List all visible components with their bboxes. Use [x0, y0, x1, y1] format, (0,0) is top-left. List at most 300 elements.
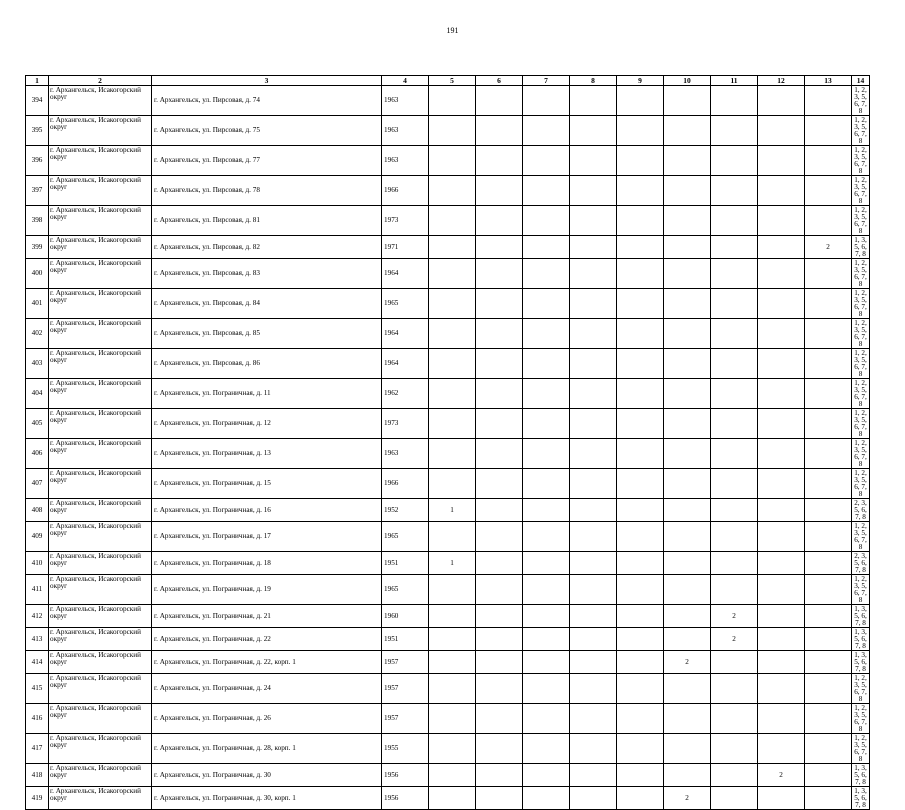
col12-cell	[758, 499, 805, 522]
col12-cell	[758, 176, 805, 206]
col8-cell	[570, 469, 617, 499]
col8-cell	[570, 651, 617, 674]
col12-cell	[758, 259, 805, 289]
row-number: 411	[26, 575, 49, 605]
col8-cell	[570, 522, 617, 552]
col6-cell	[476, 575, 523, 605]
col11-cell	[711, 499, 758, 522]
col6-cell	[476, 469, 523, 499]
col11-cell	[711, 236, 758, 259]
col13-cell	[805, 116, 852, 146]
year-cell: 1956	[382, 764, 429, 787]
col13-cell	[805, 674, 852, 704]
row-number: 407	[26, 469, 49, 499]
district-cell: г. Архангельск, Исакогорский округ	[49, 206, 152, 236]
col14-cell: 1, 2, 3, 5, 6, 7, 8	[852, 575, 870, 605]
col10-cell	[664, 349, 711, 379]
col7-cell	[523, 409, 570, 439]
column-header-14: 14	[852, 76, 870, 86]
col9-cell	[617, 349, 664, 379]
column-header-8: 8	[570, 76, 617, 86]
row-number: 401	[26, 289, 49, 319]
col5-cell	[429, 116, 476, 146]
col12-cell	[758, 86, 805, 116]
col9-cell	[617, 704, 664, 734]
col10-cell	[664, 439, 711, 469]
col13-cell	[805, 349, 852, 379]
address-cell: г. Архангельск, ул. Пирсовая, д. 77	[152, 146, 382, 176]
col5-cell	[429, 734, 476, 764]
year-cell: 1964	[382, 319, 429, 349]
col6-cell	[476, 116, 523, 146]
col14-cell: 1, 2, 3, 5, 6, 7, 8	[852, 734, 870, 764]
year-cell: 1963	[382, 146, 429, 176]
year-cell: 1960	[382, 605, 429, 628]
col9-cell	[617, 552, 664, 575]
address-cell: г. Архангельск, ул. Пограничная, д. 18	[152, 552, 382, 575]
col10-cell	[664, 236, 711, 259]
col14-cell: 1, 3, 5, 6, 7, 8	[852, 651, 870, 674]
address-cell: г. Архангельск, ул. Пограничная, д. 24	[152, 674, 382, 704]
col13-cell	[805, 259, 852, 289]
col6-cell	[476, 349, 523, 379]
address-cell: г. Архангельск, ул. Пирсовая, д. 86	[152, 349, 382, 379]
col7-cell	[523, 605, 570, 628]
col12-cell	[758, 289, 805, 319]
table-row	[26, 651, 870, 674]
col11-cell	[711, 319, 758, 349]
col10-cell	[664, 146, 711, 176]
row-number: 400	[26, 259, 49, 289]
table-row	[26, 552, 870, 575]
col14-cell: 1, 2, 3, 5, 6, 7, 8	[852, 379, 870, 409]
col8-cell	[570, 787, 617, 810]
col12-cell	[758, 146, 805, 176]
year-cell: 1956	[382, 787, 429, 810]
col6-cell	[476, 764, 523, 787]
row-number: 394	[26, 86, 49, 116]
col6-cell	[476, 206, 523, 236]
district-cell: г. Архангельск, Исакогорский округ	[49, 522, 152, 552]
year-cell: 1963	[382, 86, 429, 116]
col13-cell	[805, 704, 852, 734]
year-cell: 1973	[382, 409, 429, 439]
col5-cell	[429, 146, 476, 176]
col12-cell	[758, 206, 805, 236]
col10-cell	[664, 575, 711, 605]
address-cell: г. Архангельск, ул. Пограничная, д. 11	[152, 379, 382, 409]
col13-cell	[805, 628, 852, 651]
col11-cell	[711, 146, 758, 176]
col7-cell	[523, 86, 570, 116]
row-number: 408	[26, 499, 49, 522]
district-cell: г. Архангельск, Исакогорский округ	[49, 146, 152, 176]
col7-cell	[523, 379, 570, 409]
col8-cell	[570, 146, 617, 176]
table-row	[26, 499, 870, 522]
row-number: 402	[26, 319, 49, 349]
table-row	[26, 349, 870, 379]
col14-cell: 1, 2, 3, 5, 6, 7, 8	[852, 469, 870, 499]
year-cell: 1951	[382, 552, 429, 575]
col13-cell	[805, 552, 852, 575]
col5-cell: 1	[429, 552, 476, 575]
col5-cell	[429, 349, 476, 379]
table-row	[26, 206, 870, 236]
col11-cell	[711, 651, 758, 674]
col10-cell	[664, 409, 711, 439]
row-number: 409	[26, 522, 49, 552]
col11-cell	[711, 787, 758, 810]
col11-cell	[711, 289, 758, 319]
col6-cell	[476, 259, 523, 289]
col10-cell	[664, 116, 711, 146]
col11-cell	[711, 552, 758, 575]
col9-cell	[617, 116, 664, 146]
col7-cell	[523, 628, 570, 651]
col11-cell	[711, 674, 758, 704]
col5-cell	[429, 289, 476, 319]
district-cell: г. Архангельск, Исакогорский округ	[49, 674, 152, 704]
col14-cell: 1, 2, 3, 5, 6, 7, 8	[852, 319, 870, 349]
col5-cell	[429, 176, 476, 206]
col5-cell	[429, 469, 476, 499]
col7-cell	[523, 552, 570, 575]
col12-cell	[758, 469, 805, 499]
col13-cell	[805, 605, 852, 628]
district-cell: г. Архангельск, Исакогорский округ	[49, 499, 152, 522]
col6-cell	[476, 704, 523, 734]
col5-cell	[429, 86, 476, 116]
year-cell: 1965	[382, 575, 429, 605]
col9-cell	[617, 319, 664, 349]
row-number: 418	[26, 764, 49, 787]
col13-cell	[805, 439, 852, 469]
col13-cell	[805, 409, 852, 439]
col13-cell	[805, 469, 852, 499]
table-row	[26, 734, 870, 764]
col6-cell	[476, 236, 523, 259]
table-row	[26, 176, 870, 206]
col10-cell	[664, 552, 711, 575]
col9-cell	[617, 176, 664, 206]
col14-cell: 1, 2, 3, 5, 6, 7, 8	[852, 409, 870, 439]
column-header-10: 10	[664, 76, 711, 86]
col12-cell	[758, 605, 805, 628]
col9-cell	[617, 259, 664, 289]
district-cell: г. Архангельск, Исакогорский округ	[49, 409, 152, 439]
table-row	[26, 439, 870, 469]
address-cell: г. Архангельск, ул. Пирсовая, д. 84	[152, 289, 382, 319]
col7-cell	[523, 469, 570, 499]
col12-cell	[758, 787, 805, 810]
col13-cell	[805, 86, 852, 116]
col7-cell	[523, 522, 570, 552]
col10-cell	[664, 259, 711, 289]
col5-cell	[429, 674, 476, 704]
col9-cell	[617, 787, 664, 810]
col6-cell	[476, 605, 523, 628]
col10-cell	[664, 86, 711, 116]
district-cell: г. Архангельск, Исакогорский округ	[49, 86, 152, 116]
col12-cell	[758, 522, 805, 552]
col13-cell	[805, 499, 852, 522]
col10-cell: 2	[664, 787, 711, 810]
district-cell: г. Архангельск, Исакогорский округ	[49, 628, 152, 651]
col9-cell	[617, 628, 664, 651]
table-row	[26, 787, 870, 810]
address-cell: г. Архангельск, ул. Пограничная, д. 17	[152, 522, 382, 552]
col10-cell	[664, 469, 711, 499]
col11-cell	[711, 734, 758, 764]
col9-cell	[617, 674, 664, 704]
col10-cell	[664, 764, 711, 787]
table-row	[26, 409, 870, 439]
row-number: 416	[26, 704, 49, 734]
col6-cell	[476, 651, 523, 674]
col8-cell	[570, 674, 617, 704]
col13-cell	[805, 176, 852, 206]
col10-cell	[664, 289, 711, 319]
address-cell: г. Архангельск, ул. Пирсовая, д. 82	[152, 236, 382, 259]
col14-cell: 1, 2, 3, 5, 6, 7, 8	[852, 259, 870, 289]
row-number: 415	[26, 674, 49, 704]
column-header-6: 6	[476, 76, 523, 86]
year-cell: 1955	[382, 734, 429, 764]
col14-cell: 1, 3, 5, 6, 7, 8	[852, 764, 870, 787]
col5-cell	[429, 319, 476, 349]
col11-cell	[711, 439, 758, 469]
col5-cell	[429, 764, 476, 787]
district-cell: г. Архангельск, Исакогорский округ	[49, 764, 152, 787]
address-cell: г. Архангельск, ул. Пограничная, д. 28, корп. 1	[152, 734, 382, 764]
col12-cell	[758, 379, 805, 409]
col13-cell	[805, 522, 852, 552]
col8-cell	[570, 259, 617, 289]
col12-cell	[758, 552, 805, 575]
col5-cell	[429, 628, 476, 651]
col7-cell	[523, 704, 570, 734]
col7-cell	[523, 259, 570, 289]
row-number: 412	[26, 605, 49, 628]
col7-cell	[523, 206, 570, 236]
col8-cell	[570, 349, 617, 379]
col5-cell: 1	[429, 499, 476, 522]
col13-cell	[805, 206, 852, 236]
col12-cell	[758, 236, 805, 259]
col9-cell	[617, 764, 664, 787]
col13-cell	[805, 575, 852, 605]
col6-cell	[476, 552, 523, 575]
row-number: 396	[26, 146, 49, 176]
year-cell: 1964	[382, 349, 429, 379]
col13-cell	[805, 319, 852, 349]
col14-cell: 1, 2, 3, 5, 6, 7, 8	[852, 289, 870, 319]
col14-cell: 1, 3, 5, 6, 7, 8	[852, 236, 870, 259]
col9-cell	[617, 439, 664, 469]
district-cell: г. Архангельск, Исакогорский округ	[49, 116, 152, 146]
district-cell: г. Архангельск, Исакогорский округ	[49, 439, 152, 469]
col14-cell: 2, 3, 5, 6, 7, 8	[852, 499, 870, 522]
col11-cell	[711, 575, 758, 605]
col6-cell	[476, 522, 523, 552]
year-cell: 1962	[382, 379, 429, 409]
col7-cell	[523, 319, 570, 349]
col11-cell	[711, 349, 758, 379]
col11-cell	[711, 764, 758, 787]
col6-cell	[476, 439, 523, 469]
address-cell: г. Архангельск, ул. Пирсовая, д. 83	[152, 259, 382, 289]
district-cell: г. Архангельск, Исакогорский округ	[49, 552, 152, 575]
column-header-1: 1	[26, 76, 49, 86]
col7-cell	[523, 787, 570, 810]
col6-cell	[476, 176, 523, 206]
col11-cell	[711, 522, 758, 552]
table-body	[26, 86, 870, 810]
address-cell: г. Архангельск, ул. Пирсовая, д. 78	[152, 176, 382, 206]
col11-cell	[711, 116, 758, 146]
row-number: 403	[26, 349, 49, 379]
col5-cell	[429, 259, 476, 289]
table-row	[26, 704, 870, 734]
col9-cell	[617, 734, 664, 764]
district-cell: г. Архангельск, Исакогорский округ	[49, 289, 152, 319]
col11-cell	[711, 379, 758, 409]
col13-cell	[805, 787, 852, 810]
col5-cell	[429, 236, 476, 259]
col10-cell	[664, 379, 711, 409]
col12-cell	[758, 349, 805, 379]
year-cell: 1957	[382, 674, 429, 704]
year-cell: 1963	[382, 439, 429, 469]
table-row	[26, 764, 870, 787]
col12-cell	[758, 704, 805, 734]
year-cell: 1957	[382, 704, 429, 734]
column-header-4: 4	[382, 76, 429, 86]
table-row	[26, 522, 870, 552]
col6-cell	[476, 674, 523, 704]
table-row	[26, 379, 870, 409]
col7-cell	[523, 734, 570, 764]
col12-cell	[758, 409, 805, 439]
col14-cell: 1, 2, 3, 5, 6, 7, 8	[852, 116, 870, 146]
district-cell: г. Архангельск, Исакогорский округ	[49, 176, 152, 206]
col12-cell	[758, 651, 805, 674]
table-row	[26, 469, 870, 499]
col11-cell	[711, 409, 758, 439]
col13-cell	[805, 146, 852, 176]
district-cell: г. Архангельск, Исакогорский округ	[49, 319, 152, 349]
col12-cell	[758, 439, 805, 469]
address-cell: г. Архангельск, ул. Пирсовая, д. 81	[152, 206, 382, 236]
address-cell: г. Архангельск, ул. Пирсовая, д. 75	[152, 116, 382, 146]
year-cell: 1973	[382, 206, 429, 236]
col7-cell	[523, 499, 570, 522]
year-cell: 1965	[382, 289, 429, 319]
col9-cell	[617, 409, 664, 439]
col10-cell	[664, 628, 711, 651]
row-number: 399	[26, 236, 49, 259]
col6-cell	[476, 499, 523, 522]
col8-cell	[570, 409, 617, 439]
col14-cell: 1, 2, 3, 5, 6, 7, 8	[852, 522, 870, 552]
col8-cell	[570, 704, 617, 734]
col9-cell	[617, 379, 664, 409]
column-header-13: 13	[805, 76, 852, 86]
district-cell: г. Архангельск, Исакогорский округ	[49, 651, 152, 674]
district-cell: г. Архангельск, Исакогорский округ	[49, 787, 152, 810]
table-row	[26, 319, 870, 349]
year-cell: 1963	[382, 116, 429, 146]
col5-cell	[429, 651, 476, 674]
col9-cell	[617, 86, 664, 116]
col9-cell	[617, 206, 664, 236]
address-cell: г. Архангельск, ул. Пограничная, д. 30	[152, 764, 382, 787]
district-cell: г. Архангельск, Исакогорский округ	[49, 259, 152, 289]
col9-cell	[617, 236, 664, 259]
col11-cell	[711, 469, 758, 499]
col12-cell: 2	[758, 764, 805, 787]
col14-cell: 1, 3, 5, 6, 7, 8	[852, 628, 870, 651]
header-row	[26, 76, 870, 86]
col8-cell	[570, 379, 617, 409]
address-cell: г. Архангельск, ул. Пограничная, д. 15	[152, 469, 382, 499]
col13-cell: 2	[805, 236, 852, 259]
col14-cell: 1, 2, 3, 5, 6, 7, 8	[852, 146, 870, 176]
col10-cell	[664, 522, 711, 552]
address-cell: г. Архангельск, ул. Пограничная, д. 21	[152, 605, 382, 628]
address-cell: г. Архангельск, ул. Пограничная, д. 22	[152, 628, 382, 651]
address-cell: г. Архангельск, ул. Пирсовая, д. 74	[152, 86, 382, 116]
col10-cell	[664, 734, 711, 764]
col9-cell	[617, 469, 664, 499]
year-cell: 1971	[382, 236, 429, 259]
row-number: 413	[26, 628, 49, 651]
col8-cell	[570, 734, 617, 764]
page-number: 191	[446, 26, 459, 35]
col13-cell	[805, 651, 852, 674]
col9-cell	[617, 651, 664, 674]
col11-cell	[711, 259, 758, 289]
col14-cell: 1, 2, 3, 5, 6, 7, 8	[852, 704, 870, 734]
col8-cell	[570, 575, 617, 605]
col7-cell	[523, 176, 570, 206]
col13-cell	[805, 289, 852, 319]
col11-cell	[711, 176, 758, 206]
col6-cell	[476, 379, 523, 409]
col11-cell	[711, 206, 758, 236]
year-cell: 1951	[382, 628, 429, 651]
table-row	[26, 236, 870, 259]
col14-cell: 1, 2, 3, 5, 6, 7, 8	[852, 206, 870, 236]
table-row	[26, 146, 870, 176]
address-cell: г. Архангельск, ул. Пограничная, д. 19	[152, 575, 382, 605]
row-number: 417	[26, 734, 49, 764]
col12-cell	[758, 116, 805, 146]
col8-cell	[570, 605, 617, 628]
col14-cell: 1, 2, 3, 5, 6, 7, 8	[852, 674, 870, 704]
col8-cell	[570, 499, 617, 522]
col6-cell	[476, 409, 523, 439]
row-number: 419	[26, 787, 49, 810]
col10-cell	[664, 206, 711, 236]
address-cell: г. Архангельск, ул. Пирсовая, д. 85	[152, 319, 382, 349]
col9-cell	[617, 522, 664, 552]
table-row	[26, 259, 870, 289]
col12-cell	[758, 628, 805, 651]
row-number: 410	[26, 552, 49, 575]
address-cell: г. Архангельск, ул. Пограничная, д. 13	[152, 439, 382, 469]
